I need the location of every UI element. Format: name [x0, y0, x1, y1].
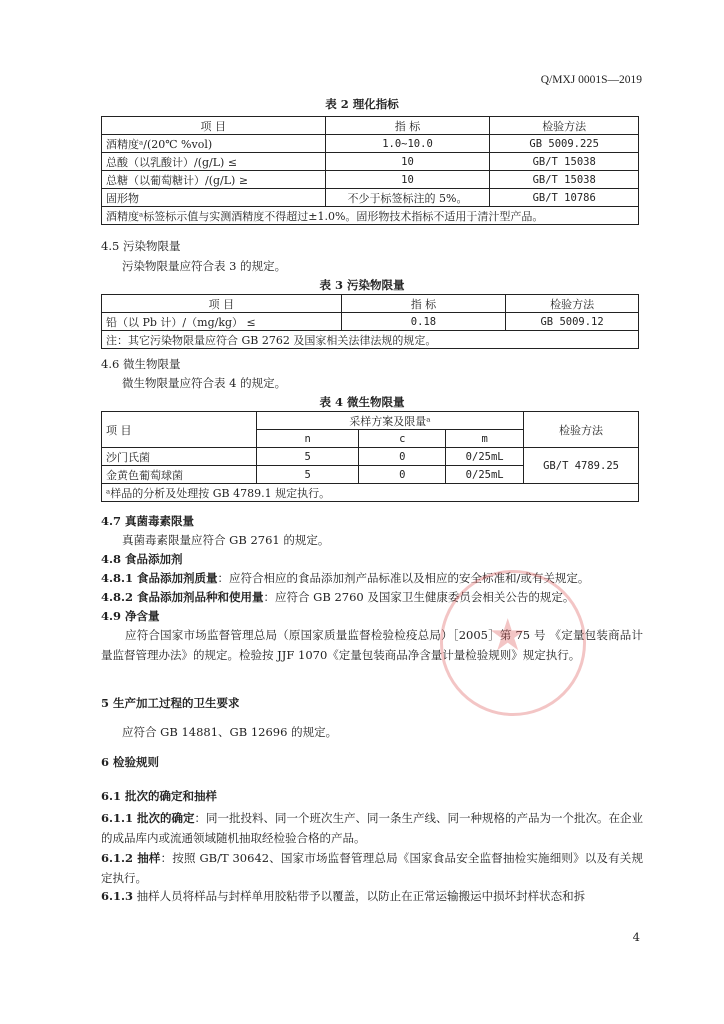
table-cell: GB/T 15038 [490, 171, 639, 189]
table4 [101, 411, 639, 502]
table-cell: 固形物 [102, 189, 326, 207]
section-title: 6 检验规则 [101, 755, 160, 769]
section-text: 应符合国家市场监督管理总局（原国家质量监督检验检疫总局）［2005］第 75 号 《定量包装商品计量监督管理办法》的规定。检验按 JJF 1070《定量包装商品净含量计量检验规则》规定执行。 [101, 628, 643, 662]
clause-text: ：按照 GB/T 30642、国家市场监督管理总局《国家食品安全监督抽检实施细则》以及有关规定执行。 [101, 851, 643, 885]
header-cell: 采样方案及限量ᵃ [256, 412, 523, 430]
table-note-row [102, 484, 639, 502]
header-cell: 项 目 [102, 117, 326, 135]
header-cell: 检验方法 [506, 295, 639, 313]
table-cell: 0/25mL [446, 448, 524, 466]
section-text: 污染物限量应符合表 3 的规定。 [122, 259, 287, 273]
table3-caption: 表 3 污染物限量 [319, 278, 405, 292]
seal-star-icon: ★ [488, 610, 528, 661]
table-row [102, 171, 639, 189]
clause-text: 抽样人员将样品与封样单用胶粘带予以覆盖，以防止在正常运输搬运中损坏封样状态和拆 [133, 889, 586, 903]
table-cell: GB/T 10786 [490, 189, 639, 207]
table-note: ᵃ样品的分析及处理按 GB 4789.1 规定执行。 [102, 484, 639, 502]
table-cell: GB/T 15038 [490, 153, 639, 171]
table-cell: 金黄色葡萄球菌 [102, 466, 257, 484]
table2-caption: 表 2 理化指标 [325, 97, 399, 111]
clause-6-1-1 [101, 808, 643, 848]
section-title: 6.1 批次的确定和抽样 [101, 789, 218, 803]
section-text: 微生物限量应符合表 4 的规定。 [122, 376, 287, 390]
clause-6-1-2 [101, 848, 643, 888]
table-row [102, 448, 639, 466]
table-cell: 0.18 [341, 313, 506, 331]
clause-6-1-3 [101, 886, 643, 906]
clause-lead: 6.1.1 批次的确定 [101, 811, 195, 825]
table-cell: 总糖（以葡萄糖计）/(g/L) ≥ [102, 171, 326, 189]
table-cell: 酒精度ᵃ/(20℃ %vol) [102, 135, 326, 153]
table3 [101, 294, 639, 349]
section-title: 4.6 微生物限量 [101, 357, 181, 371]
table-cell: GB 5009.225 [490, 135, 639, 153]
table-header-row [102, 412, 639, 430]
table-cell: 10 [325, 153, 490, 171]
clause-text: ：应符合 GB 2760 及国家卫生健康委员会相关公告的规定。 [263, 590, 575, 604]
table-cell: 5 [256, 466, 359, 484]
section-text: 应符合 GB 14881、GB 12696 的规定。 [122, 725, 338, 739]
clause-lead: 6.1.2 抽样 [101, 851, 161, 865]
table-row [102, 189, 639, 207]
clause-lead: 4.8.1 食品添加剂质量 [101, 571, 218, 585]
table-header-row [102, 117, 639, 135]
header-cell: c [359, 430, 446, 448]
table-cell: 1.0~10.0 [325, 135, 490, 153]
document-code: Q/MXJ 0001S—2019 [540, 74, 642, 86]
clause-text: ：应符合相应的食品添加剂产品标准以及相应的安全标准和/或有关规定。 [217, 571, 590, 585]
header-cell: n [256, 430, 359, 448]
table-row [102, 313, 639, 331]
table4-caption: 表 4 微生物限量 [319, 395, 405, 409]
table-cell: 0 [359, 466, 446, 484]
header-cell: 指 标 [325, 117, 490, 135]
table2 [101, 116, 639, 225]
header-cell: 项 目 [102, 412, 257, 448]
section-title: 4.8 食品添加剂 [101, 552, 183, 566]
clause-lead: 6.1.3 [101, 889, 134, 903]
section-title: 4.9 净含量 [101, 609, 160, 623]
header-cell: 检验方法 [490, 117, 639, 135]
section-title: 4.5 污染物限量 [101, 239, 181, 253]
header-cell: 指 标 [341, 295, 506, 313]
table-header-row [102, 295, 639, 313]
table-cell: 总酸（以乳酸计）/(g/L) ≤ [102, 153, 326, 171]
table-cell: GB/T 4789.25 [524, 448, 639, 484]
header-cell: 项 目 [102, 295, 342, 313]
table-cell: 0/25mL [446, 466, 524, 484]
table-cell: GB 5009.12 [506, 313, 639, 331]
table-note-row [102, 331, 639, 349]
table-cell: 不少于标签标注的 5%。 [325, 189, 490, 207]
table-cell: 0 [359, 448, 446, 466]
table-cell: 铅（以 Pb 计）/（mg/kg） ≤ [102, 313, 342, 331]
clause-text: ：同一批投料、同一个班次生产、同一条生产线、同一种规格的产品为一个批次。在企业的成品库内或流通领域随机抽取经检验合格的产品。 [101, 811, 644, 845]
table-note: 酒精度ᵃ标签标示值与实测酒精度不得超过±1.0%。固形物技术指标不适用于清汁型产品。 [102, 207, 639, 225]
clause-lead: 4.8.2 食品添加剂品种和使用量 [101, 590, 264, 604]
section-text: 真菌毒素限量应符合 GB 2761 的规定。 [122, 533, 330, 547]
table-note: 注：其它污染物限量应符合 GB 2762 及国家相关法律法规的规定。 [102, 331, 639, 349]
page-number: 4 [632, 930, 640, 944]
table-cell: 5 [256, 448, 359, 466]
table-cell: 沙门氏菌 [102, 448, 257, 466]
header-cell: 检验方法 [524, 412, 639, 448]
table-row [102, 153, 639, 171]
section-title: 4.7 真菌毒素限量 [101, 514, 195, 528]
table-cell: 10 [325, 171, 490, 189]
table-row [102, 135, 639, 153]
section-title: 5 生产加工过程的卫生要求 [101, 696, 240, 710]
table-note-row [102, 207, 639, 225]
header-cell: m [446, 430, 524, 448]
